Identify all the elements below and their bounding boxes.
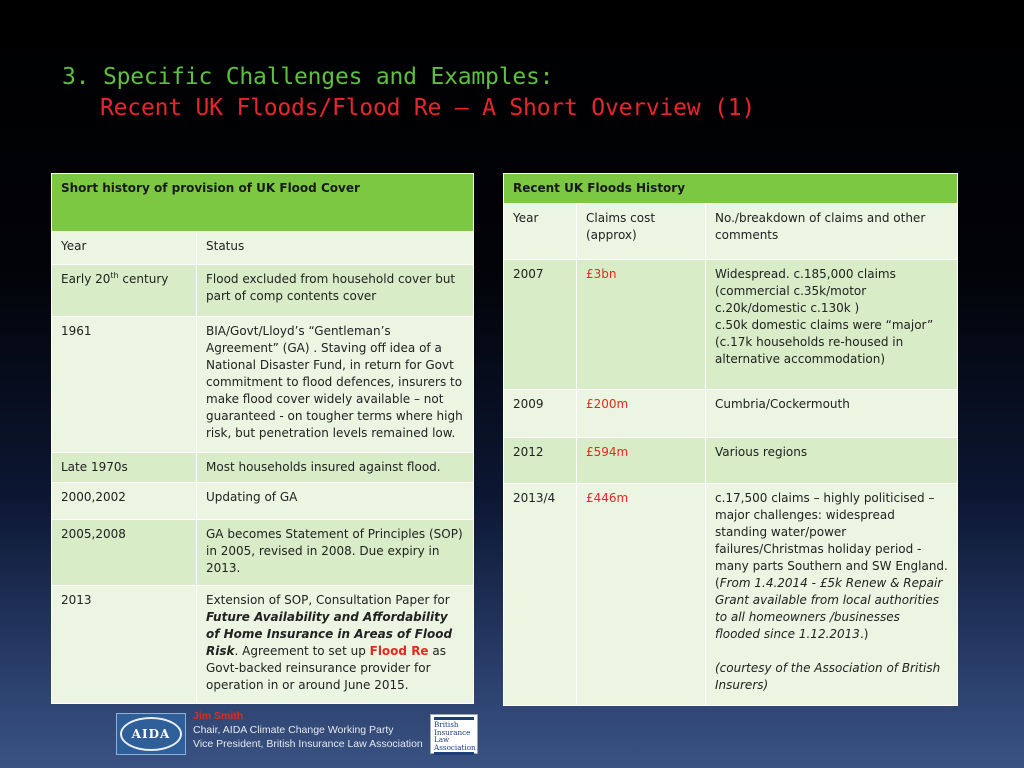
- table-row: [52, 586, 474, 704]
- presenter-credits: [193, 709, 423, 751]
- table-row: [504, 438, 958, 484]
- column-header-claims-cost: Claims cost (approx): [577, 204, 706, 260]
- row-claims-cost: £200m: [577, 390, 706, 438]
- row-claims-cost: £446m: [577, 484, 706, 706]
- table-row: [52, 520, 474, 586]
- row-status: Updating of GA: [197, 483, 474, 520]
- column-header-year: Year: [52, 232, 197, 265]
- column-header-comments: No./breakdown of claims and other comments: [706, 204, 958, 260]
- row-year: 2013/4: [504, 484, 577, 706]
- flood-cover-history-table: [51, 173, 474, 704]
- row-year: 2009: [504, 390, 577, 438]
- recent-floods-header: Recent UK Floods History: [504, 174, 958, 204]
- aida-logo: [116, 713, 186, 755]
- bila-logo: [430, 714, 478, 754]
- table-row: [52, 483, 474, 520]
- presenter-role-1: Chair, AIDA Climate Change Working Party: [193, 724, 394, 736]
- row-status: BIA/Govt/Lloyd’s “Gentleman’s Agreement” (GA) . Staving off idea of a National Disaster Fund, in return for Govt commitment to flood defences, insurers to make flood cover widely available – not guaranteed - on tougher terms where high risk, but penetration levels remained low.: [197, 317, 474, 453]
- bila-logo-word: Insurance: [434, 727, 471, 737]
- column-header-status: Status: [197, 232, 474, 265]
- flood-cover-history-header: Short history of provision of UK Flood Cover: [52, 174, 474, 232]
- row-year: 2013: [52, 586, 197, 704]
- row-year: 1961: [52, 317, 197, 453]
- row-year: 2005,2008: [52, 520, 197, 586]
- row-status: GA becomes Statement of Principles (SOP) in 2005, revised in 2008. Due expiry in 2013.: [197, 520, 474, 586]
- row-year: 2000,2002: [52, 483, 197, 520]
- presenter-name: Jim Smith: [193, 710, 244, 722]
- row-status: Extension of SOP, Consultation Paper for Future Availability and Affordability of Home Insurance in Areas of Flood Risk. Agreement to set up Flood Re as Govt-backed reinsurance provider for operation in or around June 2015.: [197, 586, 474, 704]
- bila-logo-word: Association: [434, 742, 476, 752]
- row-year: 2012: [504, 438, 577, 484]
- row-status: Flood excluded from household cover but part of comp contents cover: [197, 265, 474, 317]
- recent-floods-history-table: [503, 173, 958, 706]
- table-row: [52, 317, 474, 453]
- title-line-1: 3. Specific Challenges and Examples:: [62, 64, 554, 90]
- table-row: [504, 260, 958, 390]
- presenter-role-2: Vice President, British Insurance Law Association: [193, 738, 423, 750]
- row-year: 2007: [504, 260, 577, 390]
- row-status: Most households insured against flood.: [197, 453, 474, 483]
- flood-re-highlight: Flood Re: [369, 644, 429, 658]
- row-claims-cost: £594m: [577, 438, 706, 484]
- column-header-year: Year: [504, 204, 577, 260]
- row-year: Late 1970s: [52, 453, 197, 483]
- row-comments: c.17,500 claims – highly politicised – major challenges: widespread standing water/power failures/Christmas holiday period - many parts Southern and SW England. (From 1.4.2014 - £5k Renew & Repair Grant available from local authorities to all homeowners /businesses flooded since 1.12.2013.) (courtesy of the Association of British Insurers): [706, 484, 958, 706]
- title-line-2: Recent UK Floods/Flood Re – A Short Overview (1): [100, 95, 756, 121]
- slide-title: [62, 62, 962, 124]
- bila-logo-word: Law: [434, 735, 450, 745]
- table-row: [504, 484, 958, 706]
- row-year: Early 20th century: [52, 265, 197, 317]
- table-row: [52, 265, 474, 317]
- table-row: [504, 390, 958, 438]
- row-comments: Cumbria/Cockermouth: [706, 390, 958, 438]
- table-row: [52, 453, 474, 483]
- bila-logo-word: British: [434, 720, 459, 729]
- row-comments: Various regions: [706, 438, 958, 484]
- row-claims-cost: £3bn: [577, 260, 706, 390]
- aida-logo-text: AIDA: [120, 717, 182, 751]
- row-comments: Widespread. c.185,000 claims (commercial c.35k/motor c.20k/domestic c.130k ) c.50k domestic claims were “major” (c.17k households re-housed in alternative accommodation): [706, 260, 958, 390]
